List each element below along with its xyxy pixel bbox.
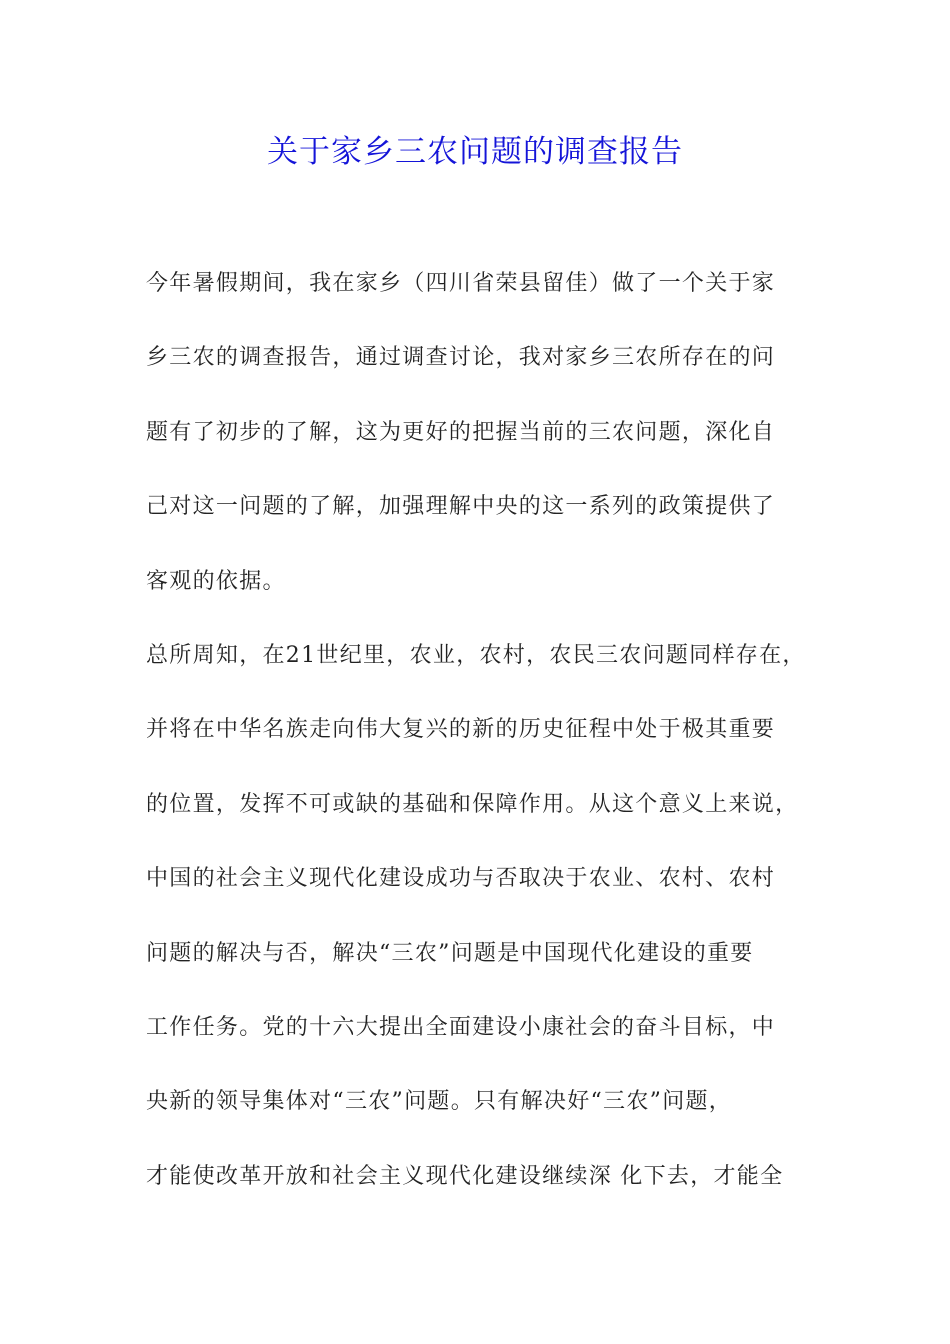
document-title: 关于家乡三农问题的调查报告 xyxy=(267,134,683,170)
body-line: 央新的领导集体对“三农”问题。只有解决好“三农”问题， xyxy=(146,1089,733,1115)
body-line: 客观的依据。 xyxy=(146,568,286,594)
body-line: 乡三农的调查报告，通过调查讨论，我对家乡三农所存在的问 xyxy=(146,345,776,371)
body-line: 今年暑假期间，我在家乡（四川省荣县留佳）做了一个关于家 xyxy=(146,271,776,296)
body-line: 题有了初步的了解，这为更好的把握当前的三农问题，深化自 xyxy=(146,419,776,445)
body-line: 问题的解决与否，解决“三农”问题是中国现代化建设的重要 xyxy=(146,940,754,966)
body-line: 工作任务。党的十六大提出全面建设小康社会的奋斗目标，中 xyxy=(146,1014,776,1040)
body-line: 总所周知，在21世纪里，农业，农村，农民三农问题同样存在， xyxy=(146,642,806,668)
body-line: 中国的社会主义现代化建设成功与否取决于农业、农村、农村 xyxy=(146,866,776,892)
body-line: 的位置，发挥不可或缺的基础和保障作用。从这个意义上来说， xyxy=(146,791,799,817)
body-line: 己对这一问题的了解，加强理解中央的这一系列的政策提供了 xyxy=(146,494,776,520)
body-line: 并将在中华名族走向伟大复兴的新的历史征程中处于极其重要 xyxy=(146,717,776,743)
document-body xyxy=(146,262,836,1229)
body-line: 才能使改革开放和社会主义现代化建设继续深 化下去，才能全 xyxy=(146,1163,784,1189)
